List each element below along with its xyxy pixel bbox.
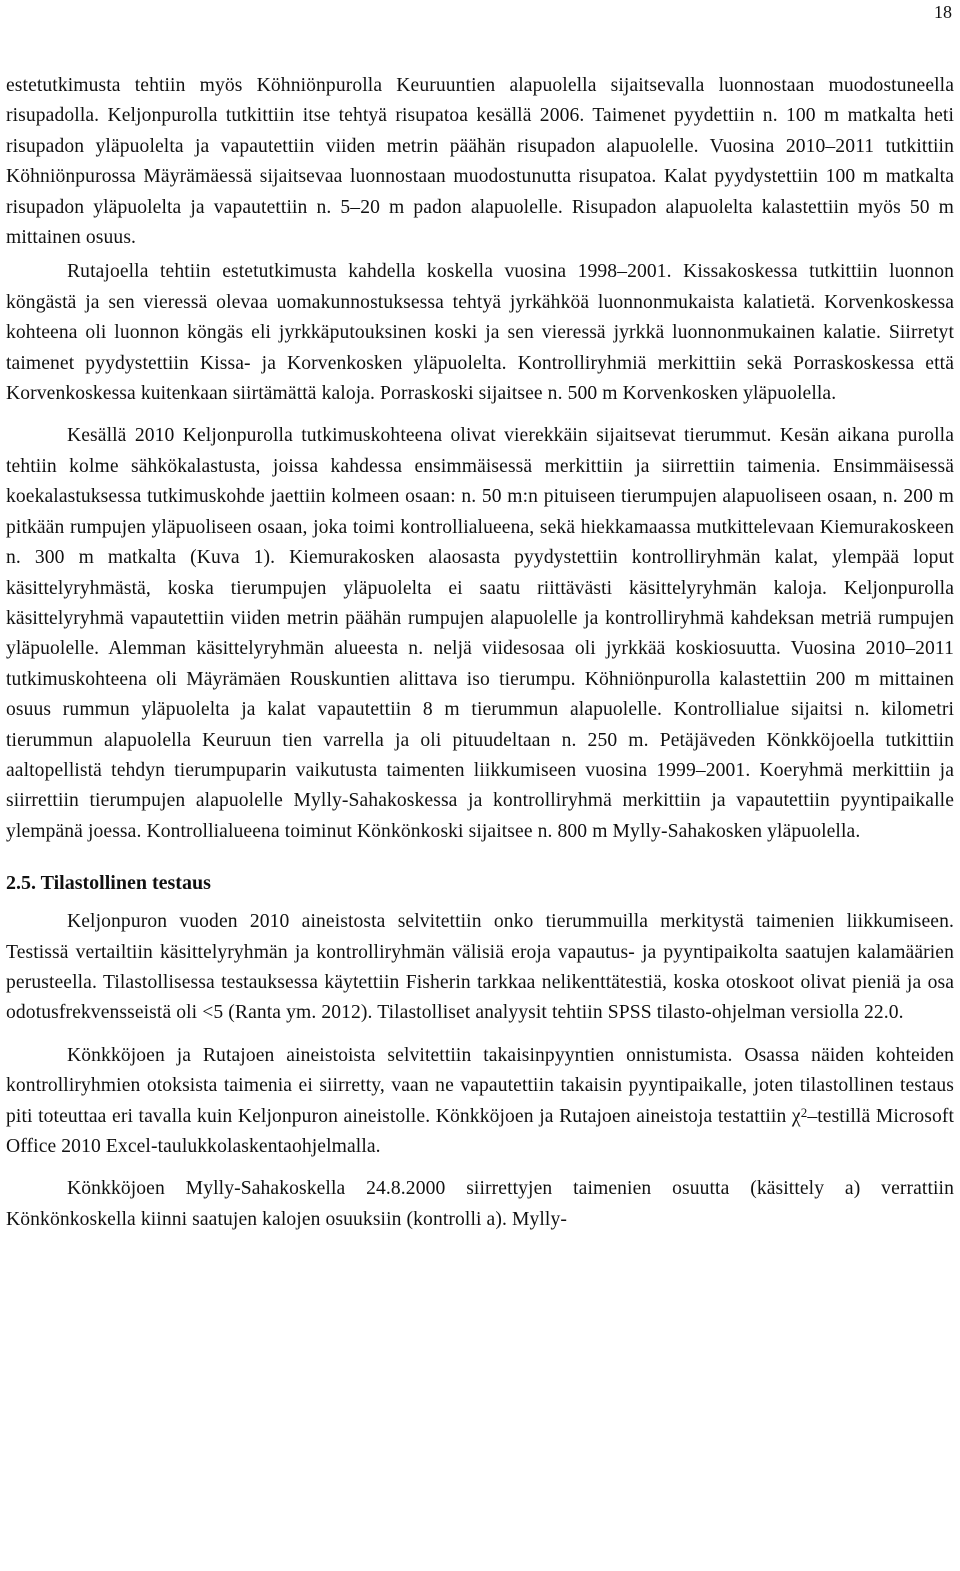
paragraph-mylly-sahakoski: Könkköjoen Mylly-Sahakoskella 24.8.2000 siirrettyjen taimenien osuutta (käsittely a) verrattiin Könkönkoskella kiinni saatujen kalojen osuuksiin (kontrolli a). Mylly- — [6, 1178, 954, 1230]
section-heading-tilastollinen-testaus: 2.5. Tilastollinen testaus — [6, 872, 211, 895]
paragraph-chi-text-after: –testillä Microsoft Office 2010 Excel-taulukkolaskentaohjelmalla. — [6, 1105, 955, 1157]
page-number: 18 — [934, 2, 952, 22]
paragraph-chi-text-before: Könkköjoen ja Rutajoen aineistoista selvitettiin takaisinpyyntien onnistumista. Osassa näiden kohteiden kontrolliryhmien otoksista taimenia ei siirretty, vaan ne vapautettiin takaisin pyyntipaikalle, joten tilastollinen testaus piti toteuttaa eri tavalla kuin Keljonpuron aineistolle. Könkköjoen ja Rutajoen aineistoja testattiin — [6, 1044, 954, 1127]
chi-symbol: χ — [791, 1105, 801, 1127]
document-body — [6, 71, 954, 1235]
paragraph-tierummut: Kesällä 2010 Keljonpurolla tutkimuskohteena olivat vierekkäin sijaitsevat tierummut. Kesän aikana purolla tehtiin kolme sähkökalastusta, joissa kahdessa ensimmäisessä merkittiin ja siirrettiin taimenia. Ensimmäisessä koekalastuksessa tutkimuskohde jaettiin kolmeen osaan: n. 50 m:n pituiseen tierumpujen alapuoliseen osaan, n. 200 m pitkään rumpujen yläpuoliseen osaan, joka toimi kontrollialueena, sekä hiekkamaassa mutkittelevaan Kiemurakoskeen n. 300 m matkalta (Kuva 1). Kiemurakosken alaosasta pyydystettiin kontrolliryhmän kalat, ylempää loput käsittelyryhmästä, koska tierumpujen yläpuolelta ei saatu riittävästi käsittelyryhmän kaloja. Keljonpurolla käsittelyryhmä vapautettiin viiden metrin päähän rumpujen alapuolelle ja kontrolliryhmä kahdeksan metriä rumpujen yläpuolelle. Alemman käsittelyryhmän alueesta n. neljä viidesosaa oli jyrkkää koskiosuutta. Vuosina 2010–2011 tutkimuskohteena oli Mäyrämäen Rouskuntien alittava iso tierumpu. Köhniönpurolla kalastettiin 200 m mittainen osuus rummun yläpuolelta ja kalat vapautettiin 8 m tierummun alapuolelle. Kontrollialue sijaitsi n. kilometri tierummun alapuolella Keuruun tien varrella ja oli pituudeltaan n. 250 m. Petäjäveden Könkköjoella tutkittiin aaltopellistä tehdyn tierumpuparin vaikutusta taimenten liikkumiseen vuosina 1999–2001. Koeryhmä merkittiin ja siirrettiin tierumpujen alapuolelle Mylly-Sahakoskessa ja kontrolliryhmä merkittiin ja vapautettiin pyyntipaikalle ylempänä joessa. Kontrollialueena toiminut Könkönkoski sijaitsee n. 800 m Mylly-Sahakosken yläpuolella. — [6, 425, 954, 842]
paragraph-rutajoki: Rutajoella tehtiin estetutkimusta kahdella koskella vuosina 1998–2001. Kissakoskessa tutkittiin luonnon köngästä ja sen vieressä olevaa uomakunnostuksessa tehtyä jyrkähköä luonnonmukaista kalatietä. Korvenkoskessa kohteena oli luonnon köngäs eli jyrkkäputouksinen koski ja sen vieressä jyrkkä luonnonmukainen kalatie. Siirretyt taimenet pyydystettiin Kissa- ja Korvenkosken yläpuolelta. Kontrolliryhmiä merkittiin sekä Porraskoskessa että Korvenkoskessa kuitenkaan siirtämättä kaloja. Porraskoski sijaitsee n. 500 m Korvenkosken yläpuolella. — [6, 261, 954, 405]
paragraph-risupato: estetutkimusta tehtiin myös Köhniönpurolla Keuruuntien alapuolella sijaitsevalla luonnostaan muodostuneella risupadolla. Keljonpurolla tutkittiin itse tehtyä risupatoa kesällä 2006. Taimenet pyydettiin n. 100 m matkalta heti risupadon yläpuolelta ja vapautettiin viiden metrin päähän risupadon alapuolelle. Vuosina 2010–2011 tutkittiin Köhniönpurossa Mäyrämäessä sijaitsevaa luonnostaan muodostunutta risupatoa. Kalat pyydystettiin 100 m matkalta risupadon yläpuolelta ja vapautettiin n. 5–20 m padon alapuolelle. Risupadon alapuolelta kalastettiin myös 50 m mittainen osuus. — [6, 75, 954, 249]
paragraph-fisher-test: Keljonpuron vuoden 2010 aineistosta selvitettiin onko tierummuilla merkitystä taimenien liikkumiseen. Testissä vertailtiin käsittelyryhmän ja kontrolliryhmän välisiä eroja vapautus- ja pyyntipaikolta saatujen kalamäärien perusteella. Tilastollisessa testauksessa käytettiin Fisherin tarkkaa nelikenttätestiä, koska otoskoot olivat pieniä ja osa odotusfrekvensseistä oli <5 (Ranta ym. 2012). Tilastolliset analyysit tehtiin SPSS tilasto-ohjelman versiolla 22.0. — [6, 911, 954, 1024]
chi-superscript: 2 — [800, 1104, 808, 1120]
paragraph-chi-square-test — [6, 1041, 954, 1163]
